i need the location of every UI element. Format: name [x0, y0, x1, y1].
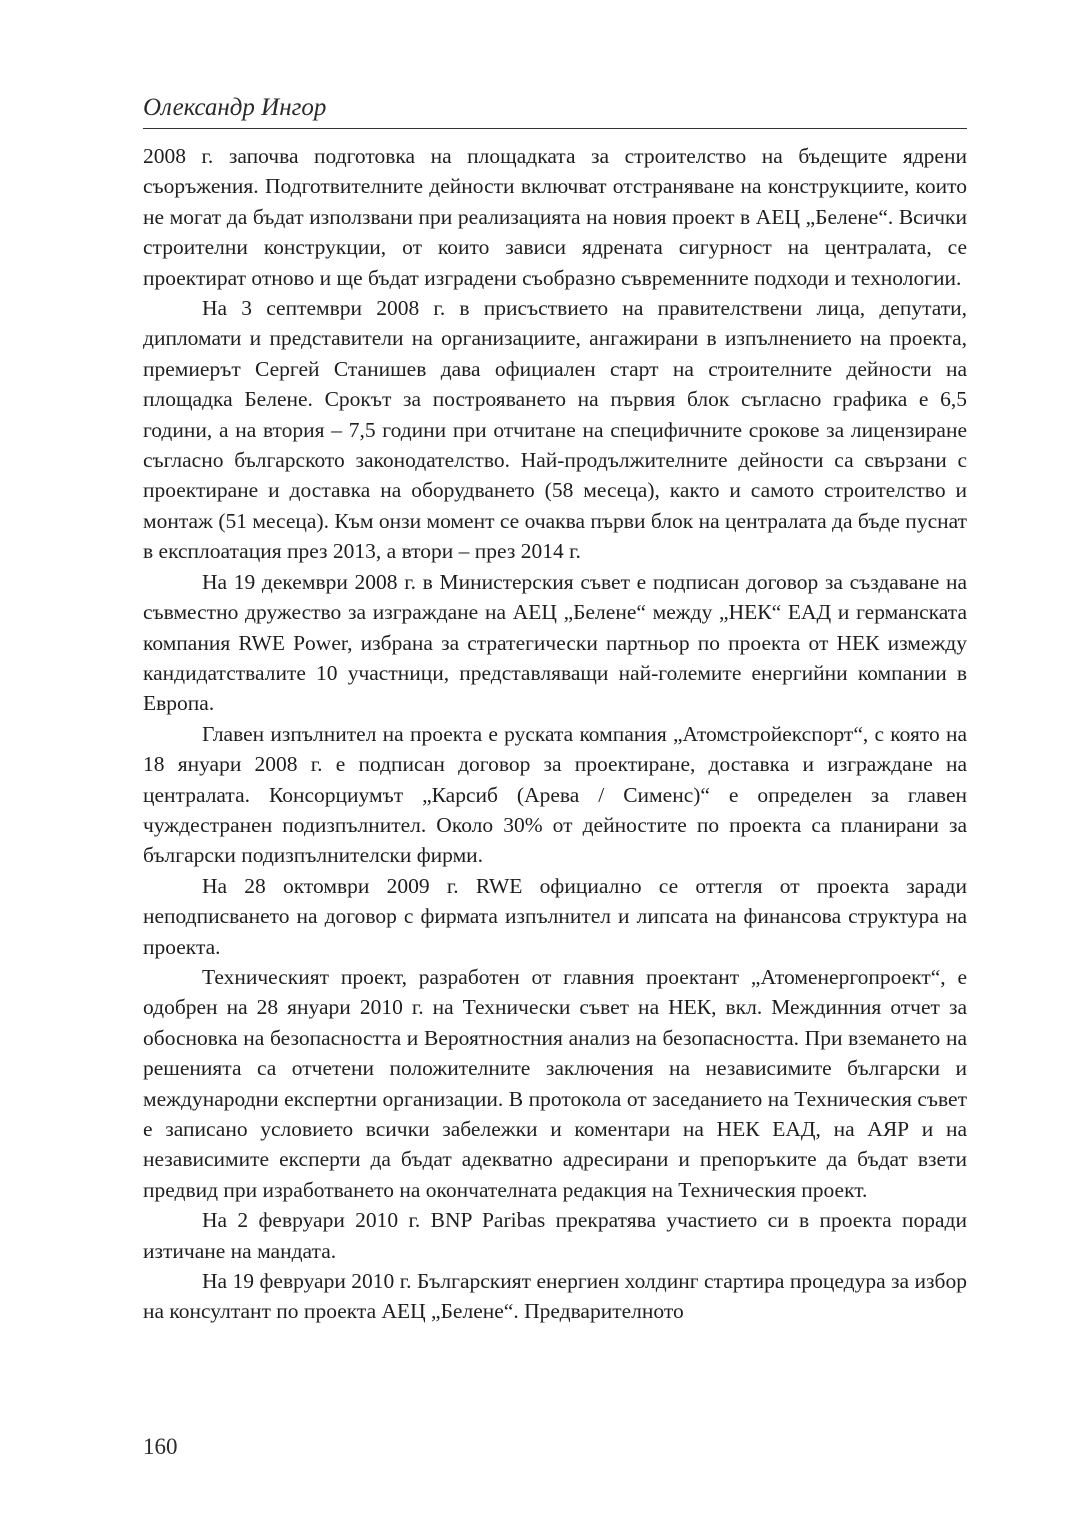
- paragraph: На 28 октомври 2009 г. RWE официално се оттегля от проекта заради неподписването на договор с фирмата изпълнител и липсата на финансова структура на проекта.: [143, 873, 967, 959]
- paragraph: Техническият проект, разработен от главния проектант „Атоменергопроект“, е одобрен на 28 януари 2010 г. на Технически съвет на НЕК, вкл. Междинния отчет за обосновка на безопасността и Вероятностния анализ на безопасността. При вземането на решенията са отчетени положителните заключения на независимите български и международни експертни организации. В протокола от заседанието на Техническия съвет е записано условието всички забележки и коментари на НЕК ЕАД, на АЯР и на независимите експерти да бъдат адекватно адресирани и препоръките да бъдат взети предвид при изработването на окончателната редакция на Техническия проект.: [143, 964, 967, 1202]
- paragraph: На 2 февруари 2010 г. BNP Paribas прекратява участието си в проекта поради изтичане на мандата.: [143, 1208, 967, 1263]
- paragraph: Главен изпълнител на проекта е руската компания „Атомстройекспорт“, с която на 18 януари 2008 г. е подписан договор за проектиране, доставка и изграждане на централата. Консорциумът „Карсиб (Арева / Сименс)“ е определен за главен чуждестранен подизпълнител. Около 30% от дейностите по проекта са планирани за български подизпълнителски фирми.: [143, 721, 967, 868]
- running-head-author: Олександр Ингор: [143, 94, 327, 121]
- paragraph-continued: 2008 г. започва подготовка на площадката за строителство на бъдещите ядрени съоръжения. Подготвителните дейности включват отстраняване на конструкциите, които не могат да бъдат използвани при реализацията на новия проект в АЕЦ „Белене“. Всички строителни конструкции, от които зависи ядрената сигурност на централата, се проектират отново и ще бъдат изградени съобразно съвременните подходи и технологии.: [143, 144, 967, 290]
- paragraph-last: На 19 февруари 2010 г. Българският енергиен холдинг стартира процедура за избор на консултант по проекта АЕЦ „Белене“. Предварителното: [143, 1269, 967, 1324]
- body-text: [143, 141, 967, 1327]
- header-rule: [143, 128, 967, 129]
- page-number: 160: [143, 1434, 178, 1459]
- paragraph: На 19 декември 2008 г. в Министерския съвет е подписан договор за създаване на съвместно дружество за изграждане на АЕЦ „Белене“ между „НЕК“ ЕАД и германската компания RWE Power, избрана за стратегически партньор по проекта от НЕК измежду кандидатствалите 10 участници, представляващи най-големите енергийни компании в Европа.: [143, 569, 967, 716]
- paragraph: На 3 септември 2008 г. в присъствието на правителствени лица, депутати, дипломати и представители на организациите, ангажирани в изпълнението на проекта, премиерът Сергей Станишев дава официален старт на строителните дейности на площадка Белене. Срокът за построяването на първия блок съгласно графика е 6,5 години, а на втория – 7,5 години при отчитане на специфичните срокове за лицензиране съгласно българското законодателство. Най-продължителните дейности са свързани с проектиране и доставка на оборудването (58 месеца), както и самото строителство и монтаж (51 месеца). Към онзи момент се очаква първи блок на централата да бъде пуснат в експлоатация през 2013, а втори – през 2014 г.: [143, 296, 967, 564]
